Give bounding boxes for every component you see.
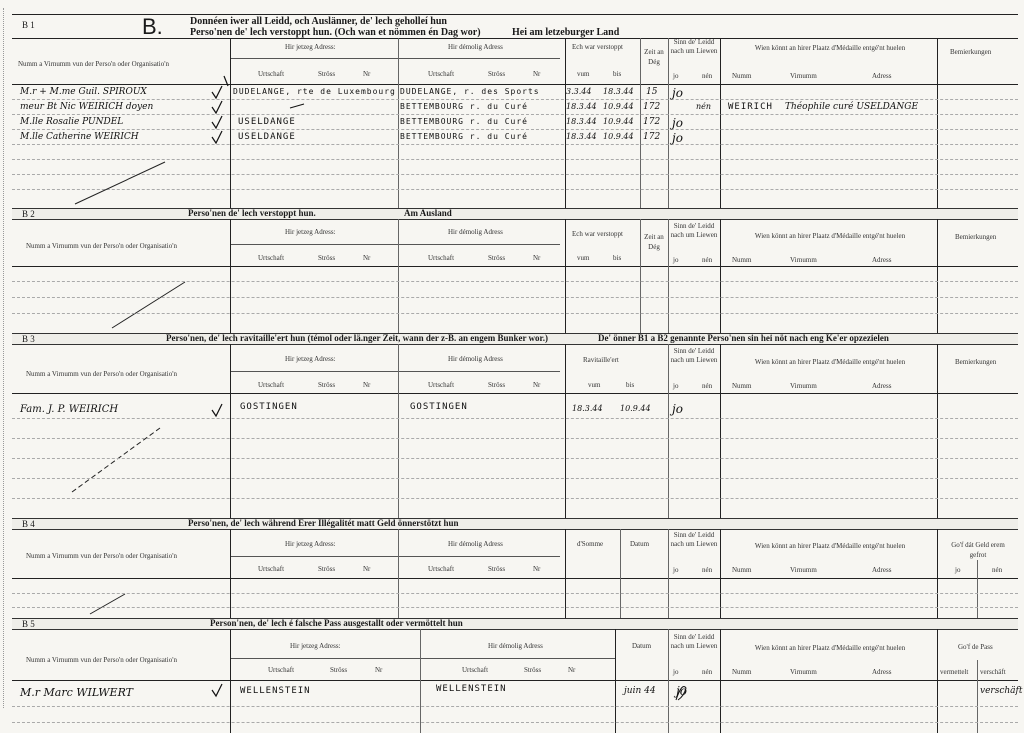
row-rule xyxy=(12,706,1018,707)
row-rule xyxy=(12,498,1018,499)
b3-header-addr-now: Hir jetzeg Adress: xyxy=(285,355,336,363)
check-mark xyxy=(212,101,222,113)
strike-line xyxy=(90,594,125,614)
b2-header-nr: Nr xyxy=(363,254,371,262)
b1-row4-then: BETTEMBOURG r. du Curé xyxy=(400,132,528,141)
b5-row-now: WELLENSTEIN xyxy=(240,686,311,696)
b3-header-bis: bis xyxy=(626,381,635,389)
b3-header-numm: Numm xyxy=(732,382,752,390)
check-mark xyxy=(212,116,222,128)
b4-col-sep xyxy=(668,529,669,618)
b4-header-nen: nén xyxy=(702,566,713,574)
b5-row-alive: jo xyxy=(676,684,687,698)
b4-header-nen2: nén xyxy=(992,566,1003,574)
b3-col-sep xyxy=(668,344,669,518)
b1-title-right: Hei am letzeburger Land xyxy=(512,27,620,38)
b1-row1-to: 18.3.44 xyxy=(603,87,634,96)
b1-row1-days: 15 xyxy=(646,87,658,97)
b4-header-addr-then: Hir démolig Adress xyxy=(448,540,503,548)
b5-header-adress: Adress xyxy=(872,668,892,676)
b1-title-line2: Perso'nen de' lech verstoppt hun. (Och wan et nömmen én Dag wor) xyxy=(190,27,481,38)
b2-header-addr-then: Hir démolig Adress xyxy=(448,228,503,236)
b4-sub-rule xyxy=(230,556,560,557)
b3-header-ortschaft2: Urtschaft xyxy=(428,381,455,389)
b5-header-who: Wien könnt an hirer Plaatz d'Médaille entgé'nt huelen xyxy=(754,644,906,652)
b3-header-ortschaft: Urtschaft xyxy=(258,381,285,389)
b1-row1-now: DUDELANGE, rte de Luxembourg xyxy=(233,87,396,96)
b1-row4-now: USELDANGE xyxy=(238,132,296,142)
b3-title: Perso'nen, de' lech ravitaille'ert hun (témol oder lä.nger Zeit, wann der z-B. an engem Bunker wor.) xyxy=(166,333,548,343)
b5-header-nr: Nr xyxy=(375,666,383,674)
b4-header-adress: Adress xyxy=(872,566,892,574)
row-rule xyxy=(12,478,1018,479)
b3-header-remarks: Bemierkungen xyxy=(955,358,997,366)
b4-header-somme: d'Somme xyxy=(577,540,604,548)
b1-title-line1: Donnéen iwer all Leidd, och Auslänner, de' lech geholleí hun xyxy=(190,16,447,27)
b4-col-sep xyxy=(565,529,566,618)
b3-row-name: Fam. J. P. WEIRICH xyxy=(20,404,119,415)
b1-row2-dead: nén xyxy=(696,102,712,111)
b5-title: Person'nen, de' lech é falsche Pass ausgestallt oder vermöttelt hun xyxy=(210,618,463,628)
b4-title: Perso'nen, de' lech während Erer Illégalitét matt Geld önnerstötzt hun xyxy=(188,518,459,528)
check-mark xyxy=(212,86,222,98)
b4-header-geld: Go'f dát Geld erem gefrot xyxy=(951,541,1005,559)
row-rule xyxy=(12,722,1018,723)
b2-header-jo: jo xyxy=(673,256,679,264)
b2-header-numm: Numm xyxy=(732,256,752,264)
strike-line xyxy=(112,282,185,328)
b5-col-sep xyxy=(668,629,669,733)
b2-header-bis: bis xyxy=(613,254,622,262)
b1-row1-from: 3.3.44 xyxy=(566,87,592,96)
b1-row3-then: BETTEMBOURG r. du Curé xyxy=(400,117,528,126)
b4-header-stross2: Ströss xyxy=(488,565,506,573)
b1-row4-name: M.lle Catherine WEIRICH xyxy=(20,132,139,142)
form-letter: B. xyxy=(142,14,163,39)
b5-header-addr-now: Hir jetzeg Adress: xyxy=(290,642,341,650)
b3-header-jo: jo xyxy=(673,382,679,390)
b1-header-name: Numm a Virnumm vun der Perso'n oder Organisatio'n xyxy=(18,60,169,68)
b2-title: Perso'nen de' lech verstoppt hun. xyxy=(188,208,316,218)
b3-header-virnumm: Virnumm xyxy=(790,382,817,390)
b3-label: B 3 xyxy=(22,334,35,344)
b1-header-stross: Ströss xyxy=(318,70,336,78)
b1-header-nr2: Nr xyxy=(533,70,541,78)
b5-label: B 5 xyxy=(22,619,35,629)
row-rule xyxy=(12,313,1018,314)
b5-col-sep xyxy=(230,629,231,733)
b1-header-remarks: Bemierkungen xyxy=(950,48,992,56)
b1-row2-medal-name: WEIRICH xyxy=(728,102,773,112)
b2-header-stross: Ströss xyxy=(318,254,336,262)
b1-row1-then: DUDELANGE, r. des Sports xyxy=(400,87,540,96)
b1-header-ortschaft: Urtschaft xyxy=(258,70,285,78)
b5-col-sep xyxy=(420,629,421,733)
b3-header-nen: nén xyxy=(702,382,713,390)
b5-header-stross: Ströss xyxy=(330,666,348,674)
b1-row3-to: 10.9.44 xyxy=(603,117,634,126)
b4-header-numm: Numm xyxy=(732,566,752,574)
b1-row3-days: 172 xyxy=(643,117,661,127)
b1-row4-from: 18.3.44 xyxy=(566,132,597,141)
b1-header-jo: jo xyxy=(673,72,679,80)
b5-header-pass: Go'f de Pass xyxy=(958,643,993,651)
b3-header-sense: Sinn de' Leidd nach um Liewen xyxy=(670,347,718,364)
b1-header-stross2: Ströss xyxy=(488,70,506,78)
b5-header-sense: Sinn de' Leidd nach um Liewen xyxy=(670,633,718,650)
b1-header-numm: Numm xyxy=(732,72,752,80)
b2-col-sep xyxy=(668,219,669,333)
b4-header-stross: Ströss xyxy=(318,565,336,573)
row-rule xyxy=(12,418,1018,419)
b4-col-sep xyxy=(937,529,938,618)
b4-header-ortschaft2: Urtschaft xyxy=(428,565,455,573)
b4-header-virnumm: Virnumm xyxy=(790,566,817,574)
b1-row2-from: 18.3.44 xyxy=(566,102,597,111)
b3-col-sep xyxy=(565,344,566,518)
b4-col-sep xyxy=(230,529,231,618)
b2-header-time: Zeit an Dég xyxy=(644,233,664,251)
b4-band xyxy=(12,518,1018,530)
b1-header-hidden: Ech war verstoppt xyxy=(572,43,623,51)
row-rule xyxy=(12,297,1018,298)
b2-header-name: Numm a Virnumm vun der Perso'n oder Organisatio'n xyxy=(26,242,177,250)
b3-row-alive: jo xyxy=(672,402,683,416)
b5-row-mark: verschäft xyxy=(980,686,1023,696)
b3-row-to: 10.9.44 xyxy=(620,404,651,413)
b4-header-sense: Sinn de' Leidd nach um Liewen xyxy=(670,531,718,548)
b1-header-addr-then: Hir démolig Adress xyxy=(448,43,503,51)
b5-header-jo: jo xyxy=(673,668,679,676)
b3-header-stross2: Ströss xyxy=(488,381,506,389)
b2-header-nr2: Nr xyxy=(533,254,541,262)
row-rule xyxy=(12,607,1018,608)
b1-header-nr: Nr xyxy=(363,70,371,78)
strike-line xyxy=(75,162,165,204)
b3-row-from: 18.3.44 xyxy=(572,404,603,413)
b5-header-addr-then: Hir démolig Adress xyxy=(488,642,543,650)
b1-row4-alive: jo xyxy=(672,131,683,145)
row-rule xyxy=(12,458,1018,459)
b1-header-virnumm: Virnumm xyxy=(790,72,817,80)
b3-col-sep xyxy=(230,344,231,518)
b4-header-jo: jo xyxy=(673,566,679,574)
b2-col-sep xyxy=(230,219,231,333)
b1-header-who: Wien könnt an hirer Plaatz d'Médaille entgé'nt huelen xyxy=(754,44,906,52)
b3-col-sep xyxy=(937,344,938,518)
b3-header-vum: vum xyxy=(588,381,601,389)
b3-col-sep xyxy=(720,344,721,518)
b2-header-stross2: Ströss xyxy=(488,254,506,262)
b3-header-stross: Ströss xyxy=(318,381,336,389)
b5-header-vermettelt: vermettelt xyxy=(940,668,969,676)
b2-header-nen: nén xyxy=(702,256,713,264)
b2-sub-rule xyxy=(230,244,560,245)
b1-row4-to: 10.9.44 xyxy=(603,132,634,141)
b2-title-right: Am Ausland xyxy=(404,208,452,218)
b4-header-addr-now: Hir jetzeg Adress: xyxy=(285,540,336,548)
check-mark xyxy=(212,404,222,416)
b1-row2-to: 10.9.44 xyxy=(603,102,634,111)
b3-header-nr: Nr xyxy=(363,381,371,389)
b1-row3-alive: jo xyxy=(672,116,683,130)
b2-header-remarks: Bemierkungen xyxy=(955,233,997,241)
b4-col-sep xyxy=(977,560,978,618)
b4-col-sep xyxy=(720,529,721,618)
b1-row2-days: 172 xyxy=(643,102,661,112)
b3-header-addr-then: Hir démolig Adress xyxy=(448,355,503,363)
b1-header-time: Zeit an Dég xyxy=(644,48,664,66)
b2-col-sep xyxy=(720,219,721,333)
b5-header-verschaft: verschäft xyxy=(980,668,1006,676)
check-mark xyxy=(212,131,222,143)
b5-header-virnumm: Virnumm xyxy=(790,668,817,676)
b4-header-jo2: jo xyxy=(955,566,961,574)
b1-header-bis: bis xyxy=(613,70,622,78)
b3-row-now: GOSTINGEN xyxy=(240,402,298,412)
b4-header-nr2: Nr xyxy=(533,565,541,573)
b2-col-sep xyxy=(640,219,641,333)
b1-row2-then: BETTEMBOURG r. du Curé xyxy=(400,102,528,111)
pen-stroke xyxy=(224,76,228,86)
b4-col-sep xyxy=(620,529,621,618)
b4-header-bottom xyxy=(12,578,1018,579)
pen-stroke xyxy=(290,104,304,108)
b2-header-bottom xyxy=(12,266,1018,267)
b5-header-datum: Datum xyxy=(632,642,652,650)
b2-header-ortschaft2: Urtschaft xyxy=(428,254,455,262)
b1-label: B 1 xyxy=(22,20,35,30)
b2-header-hidden: Ech war verstoppt xyxy=(572,230,623,238)
b3-header-ravitaillert: Ravitaille'ert xyxy=(583,356,619,364)
b5-col-sep xyxy=(720,629,721,733)
b4-header-nr: Nr xyxy=(363,565,371,573)
b2-header-vum: vum xyxy=(577,254,590,262)
b4-col-sep xyxy=(398,529,399,618)
b3-row-then: GOSTINGEN xyxy=(410,402,468,412)
row-rule xyxy=(12,281,1018,282)
b5-header-bottom xyxy=(12,680,1018,681)
b3-header-adress: Adress xyxy=(872,382,892,390)
b1-header-addr-now: Hir jetzeg Adress: xyxy=(285,43,336,51)
b1-header-adress: Adress xyxy=(872,72,892,80)
b2-label: B 2 xyxy=(22,209,35,219)
check-mark xyxy=(212,684,222,696)
b3-header-name: Numm a Virnumm vun der Perso'n oder Organisatio'n xyxy=(26,370,177,378)
b3-title-right: De' önner B1 a B2 genannte Perso'nen sin hei nöt nach eng Ke'er opzezielen xyxy=(598,333,889,343)
b1-row2-medal-first: Théophile curé USELDANGE xyxy=(785,102,919,112)
b5-col-sep xyxy=(615,629,616,733)
b4-header-datum: Datum xyxy=(630,540,650,548)
b4-header-who: Wien könnt an hirer Plaatz d'Médaille entgé'nt huelen xyxy=(754,542,906,550)
b1-header-nen: nén xyxy=(702,72,713,80)
b5-col-sep xyxy=(937,629,938,733)
b2-header-ortschaft: Urtschaft xyxy=(258,254,285,262)
b5-sub-rule xyxy=(230,658,615,659)
row-rule xyxy=(12,438,1018,439)
b2-header-virnumm: Virnumm xyxy=(790,256,817,264)
b3-header-nr2: Nr xyxy=(533,381,541,389)
b5-header-ortschaft: Urtschaft xyxy=(268,666,295,674)
b1-header-ortschaft2: Urtschaft xyxy=(428,70,455,78)
b5-header-numm: Numm xyxy=(732,668,752,676)
b1-row1-alive: jo xyxy=(672,86,683,100)
b3-header-who: Wien könnt an hirer Plaatz d'Médaille entgé'nt huelen xyxy=(754,358,906,366)
b2-header-adress: Adress xyxy=(872,256,892,264)
b4-header-name: Numm a Virnumm vun der Perso'n oder Organisatio'n xyxy=(26,552,177,560)
b5-header-name: Numm a Virnumm vun der Perso'n oder Organisatio'n xyxy=(26,656,177,664)
b5-row-name: M.r Marc WILWERT xyxy=(20,686,134,699)
row-rule xyxy=(12,593,1018,594)
b2-header-who: Wien könnt an hirer Plaatz d'Médaille entgé'nt huelen xyxy=(754,232,906,240)
b5-band xyxy=(12,618,1018,630)
b5-header-stross2: Ströss xyxy=(524,666,542,674)
b2-col-sep xyxy=(398,219,399,333)
b1-row4-days: 172 xyxy=(643,132,661,142)
b1-header-vum: vum xyxy=(577,70,590,78)
b5-header-nen: nén xyxy=(702,668,713,676)
b5-header-nr2: Nr xyxy=(568,666,576,674)
b2-header-sense: Sinn de' Leidd nach um Liewen xyxy=(670,222,718,239)
b1-row1-name: M.r + M.me Guil. SPIROUX xyxy=(20,87,147,97)
b3-header-bottom xyxy=(12,393,1018,394)
b2-col-sep xyxy=(565,219,566,333)
b3-sub-rule xyxy=(230,371,560,372)
b1-row3-now: USELDANGE xyxy=(238,117,296,127)
b5-header-ortschaft2: Urtschaft xyxy=(462,666,489,674)
b4-label: B 4 xyxy=(22,519,35,529)
b2-header-addr-now: Hir jetzeg Adress: xyxy=(285,228,336,236)
b1-row3-name: M.lle Rosalie PUNDEL xyxy=(20,117,124,127)
b1-header-sense: Sinn de' Leidd nach um Liewen xyxy=(670,38,718,55)
b1-row3-from: 18.3.44 xyxy=(566,117,597,126)
b5-row-then: WELLENSTEIN xyxy=(436,684,507,694)
b4-header-ortschaft: Urtschaft xyxy=(258,565,285,573)
b1-row2-name: meur Bt Nic WEIRICH doyen xyxy=(20,102,154,112)
b2-band xyxy=(12,208,1018,220)
b5-row-date: juin 44 xyxy=(624,686,656,696)
b3-col-sep xyxy=(398,344,399,518)
b2-col-sep xyxy=(937,219,938,333)
